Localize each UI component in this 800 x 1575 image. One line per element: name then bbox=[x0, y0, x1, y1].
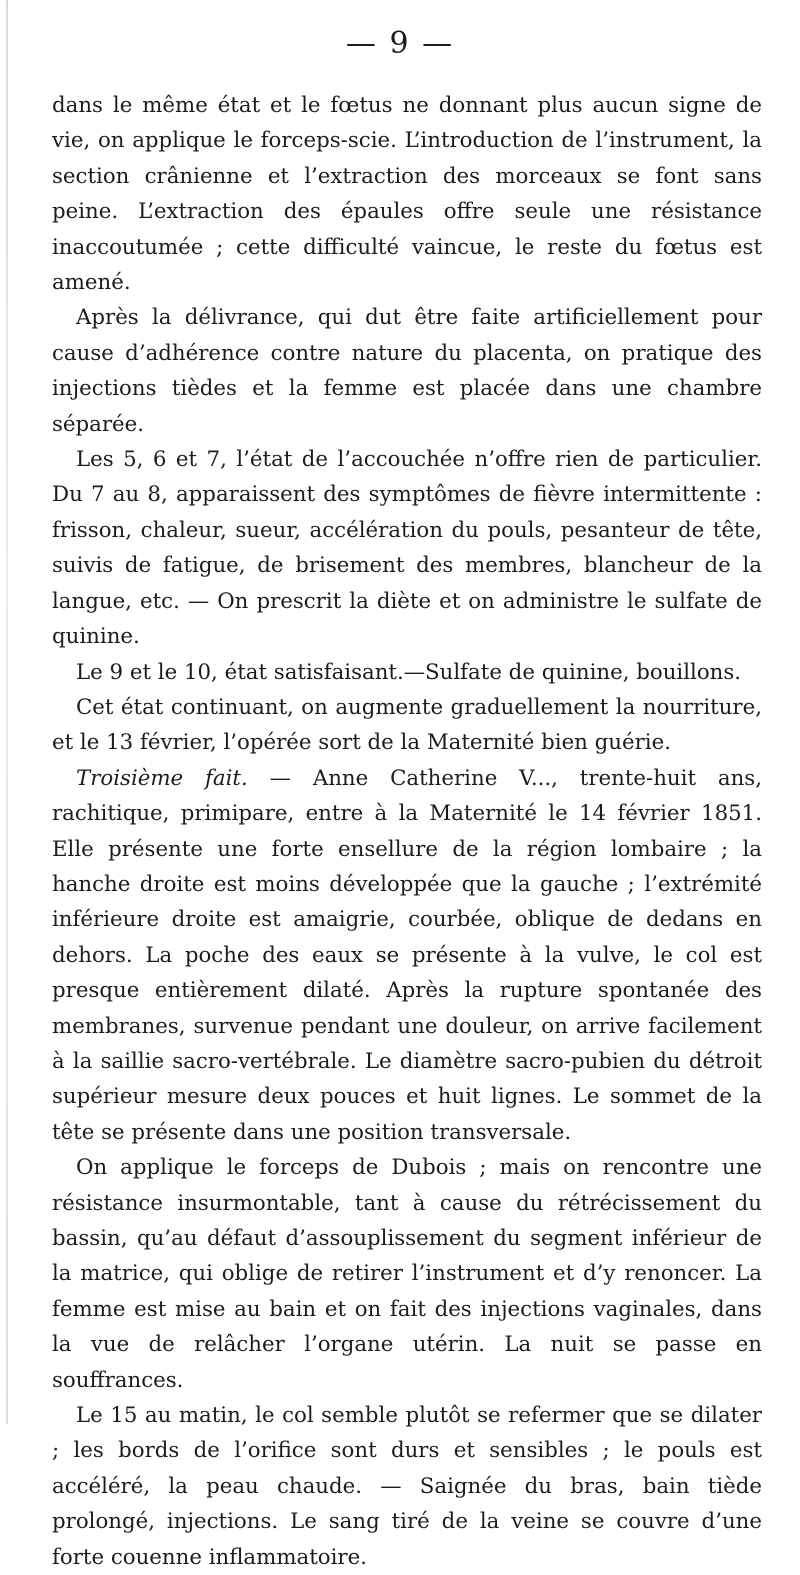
paragraph-4: Le 9 et le 10, état satisfaisant.—Sulfate de quinine, bouillons. bbox=[76, 659, 742, 685]
paragraph-3: Les 5, 6 et 7, l’état de l’accouchée n’offre rien de particulier. Du 7 au 8, apparaissent des symptômes de fièvre intermittente : frisson, chaleur, sueur, accélération du pouls, pesanteur de tête, suivis de fatigue, de brisement des membres, blancheur de la langue, etc. — On prescrit la diète et on administre le sulfate de quinine. bbox=[52, 447, 762, 650]
case-heading: Troisième fait. bbox=[76, 765, 248, 791]
paragraph-1: dans le même état et le fœtus ne donnant plus aucun signe de vie, on applique le forceps-scie. L’introduction de l’instrument, la section crânienne et l’extraction des morceaux se font sans peine. L’extraction des épaules offre seule une résistance inaccoutumée ; cette difficulté vaincue, le reste du fœtus est amené. bbox=[52, 93, 762, 296]
paragraph-8: Le 15 au matin, le col semble plutôt se refermer que se dilater ; les bords de l’orifice sont durs et sensibles ; le pouls est accéléré, la peau chaude. — Saignée du bras, bain tiède prolongé, injections. Le sang tiré de la veine se couvre d’une forte couenne inflammatoire. bbox=[52, 1403, 762, 1570]
page-edge bbox=[6, 0, 8, 1424]
page-number: — 9 — bbox=[345, 26, 455, 61]
paragraph-7: On applique le forceps de Dubois ; mais on rencontre une résistance insurmontable, tant à cause du rétrécissement du bassin, qu’au défaut d’assouplissement du segment inférieur de la matrice, qui oblige de retirer l’instrument et d’y renoncer. La femme est mise au bain et on fait des injections vaginales, dans la vue de relâcher l’organe utérin. La nuit se passe en souffrances. bbox=[52, 1155, 762, 1393]
paragraph-case-three bbox=[52, 761, 762, 1150]
paragraph-2: Après la délivrance, qui dut être faite artificiellement pour cause d’adhérence contre nature du placenta, on pratique des injections tièdes et la femme est placée dans une chambre séparée. bbox=[52, 305, 762, 437]
paragraph-5: Cet état continuant, on augmente graduellement la nourriture, et le 13 février, l’opérée sort de la Maternité bien guérie. bbox=[52, 694, 762, 756]
body-text bbox=[52, 88, 762, 1575]
case-text: — Anne Catherine V..., trente-huit ans, rachitique, primipare, entre à la Maternité le 14 février 1851. Elle présente une forte ensellure de la région lombaire ; la hanche droite est moins développée que la gauche ; l’extrémité inférieure droite est amaigrie, courbée, oblique de dedans en dehors. La poche des eaux se présente à la vulve, le col est presque entièrement dilaté. Après la rupture spontanée des membranes, survenue pendant une douleur, on arrive facilement à la saillie sacro-vertébrale. Le diamètre sacro-pubien du détroit supérieur mesure deux pouces et huit lignes. Le sommet de la tête se présente dans une position transversale. bbox=[52, 765, 762, 1145]
